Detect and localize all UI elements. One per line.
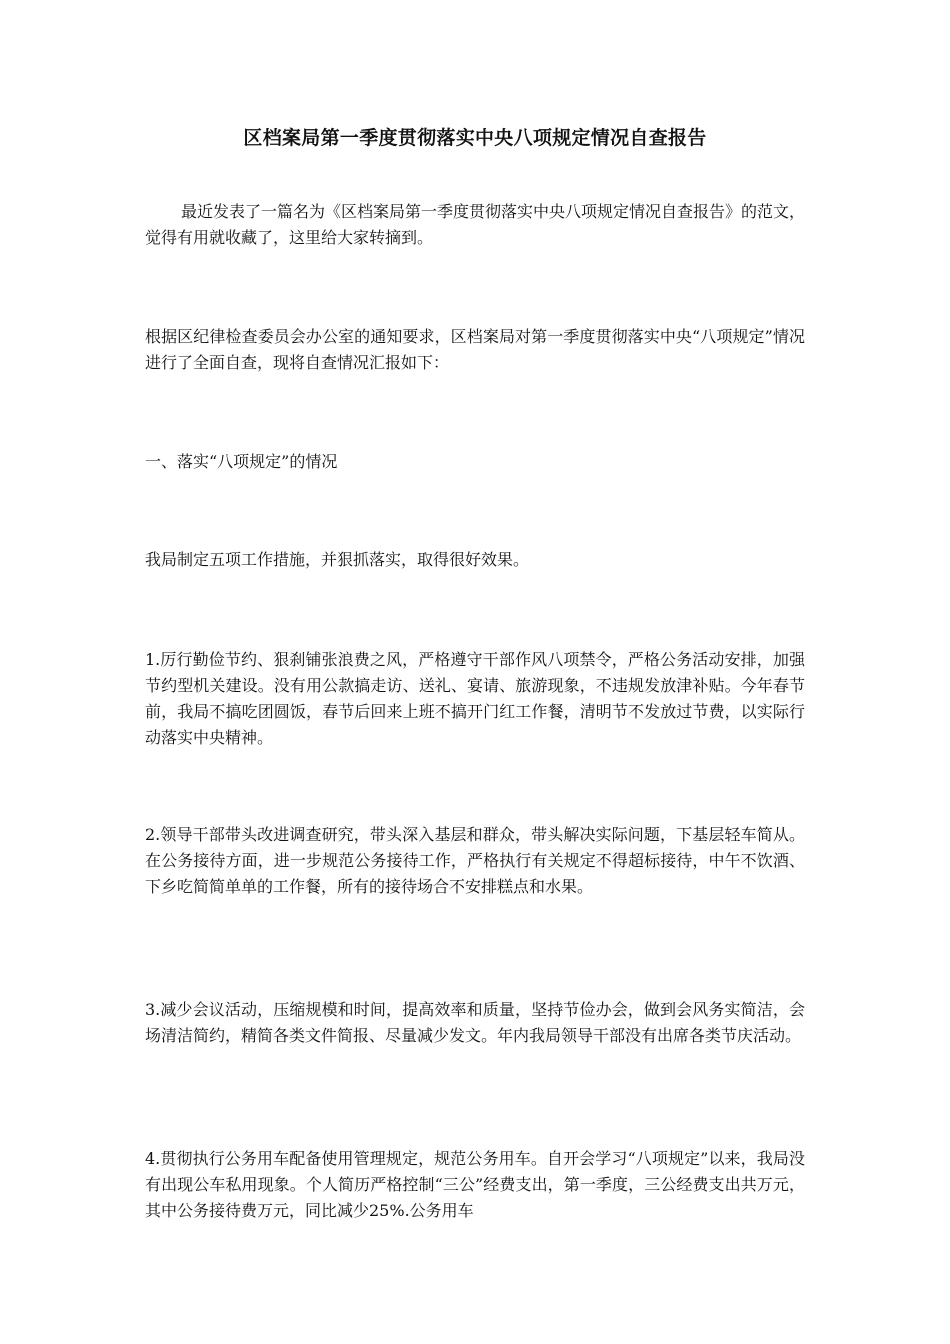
- measure-2-paragraph: 2.领导干部带头改进调查研究，带头深入基层和群众，带头解决实际问题，下基层轻车简从。在公务接待方面，进一步规范公务接待工作，严格执行有关规定不得超标接待，中午不饮酒、下乡吃简简单单的工作餐，所有的接待场合不安排糕点和水果。: [145, 825, 805, 896]
- measure-4-paragraph: 4.贯彻执行公务用车配备使用管理规定，规范公务用车。自开会学习“八项规定”以来，我局没有出现公车私用现象。个人简历严格控制“三公”经费支出，第一季度，三公经费支出共万元，其中公务接待费万元，同比减少25%.公务用车: [145, 1149, 805, 1220]
- measure-1-paragraph: 1.厉行勤俭节约、狠刹铺张浪费之风，严格遵守干部作风八项禁令，严格公务活动安排，加强节约型机关建设。没有用公款搞走访、送礼、宴请、旅游现象，不违规发放津补贴。今年春节前，我局不搞吃团圆饭，春节后回来上班不搞开门红工作餐，清明节不发放过节费，以实际行动落实中央精神。: [145, 650, 805, 747]
- preface-paragraph: 根据区纪律检查委员会办公室的通知要求，区档案局对第一季度贯彻落实中央“八项规定”情况进行了全面自查，现将自查情况汇报如下：: [145, 327, 805, 372]
- document-title: 区档案局第一季度贯彻落实中央八项规定情况自查报告: [243, 127, 707, 149]
- section-heading: 一、落实“八项规定”的情况: [145, 452, 338, 471]
- intro-paragraph: 最近发表了一篇名为《区档案局第一季度贯彻落实中央八项规定情况自查报告》的范文，觉得有用就收藏了，这里给大家转摘到。: [145, 202, 806, 247]
- measure-3-paragraph: 3.减少会议活动，压缩规模和时间，提高效率和质量，坚持节俭办会，做到会风务实简洁，会场清洁简约，精简各类文件简报、尽量减少发文。年内我局领导干部没有出席各类节庆活动。: [145, 1000, 805, 1045]
- summary-paragraph: 我局制定五项工作措施，并狠抓落实，取得很好效果。: [145, 550, 530, 569]
